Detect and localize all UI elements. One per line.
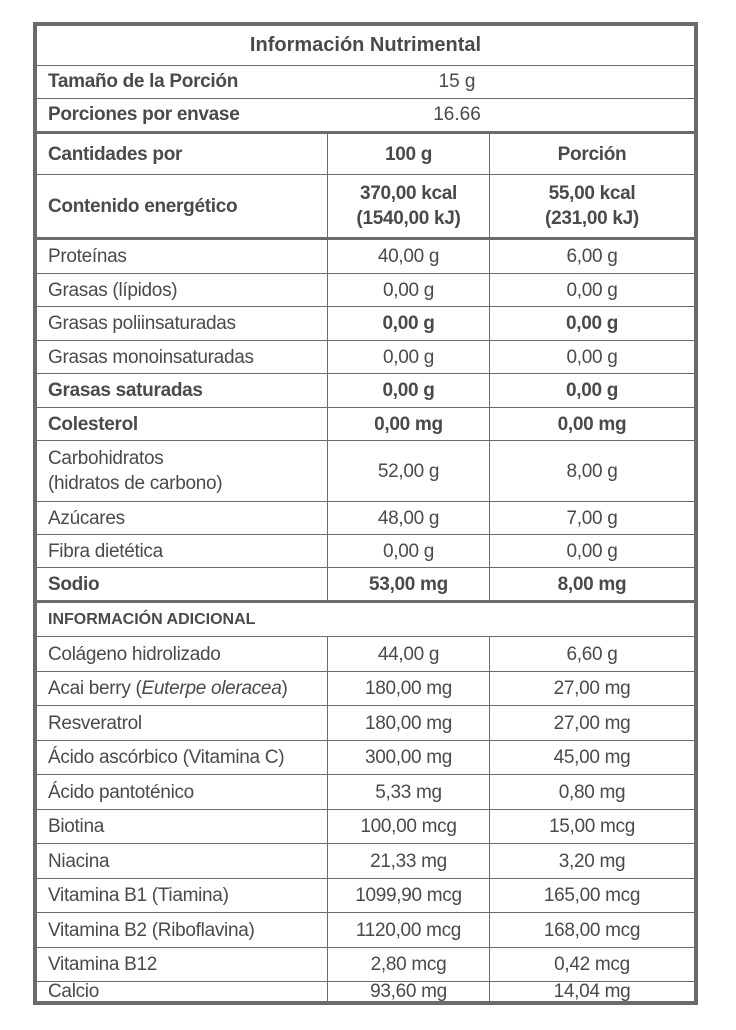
additional-name: Calcio <box>48 981 99 1002</box>
nutrient-per-100g: 0,00 mg <box>327 408 489 440</box>
nutrient-name: Proteínas <box>48 246 127 267</box>
nutrient-name: Fibra dietética <box>48 540 163 562</box>
table-row <box>37 240 694 274</box>
nutrient-per-100g: 0,00 g <box>327 274 489 306</box>
additional-name <box>37 672 327 705</box>
nutrient-per-serving: 0,00 g <box>489 535 694 567</box>
additional-per-100g: 180,00 mg <box>327 672 489 705</box>
energy-kj-serving: (231,00 kJ) <box>545 208 639 229</box>
nutrient-per-serving: 8,00 g <box>489 441 694 501</box>
nutrient-name: Grasas poliinsaturadas <box>48 313 236 334</box>
additional-name: Ácido ascórbico (Vitamina C) <box>48 747 285 768</box>
nutrient-name-line2: (hidratos de carbono) <box>48 473 223 494</box>
nutrient-per-100g: 48,00 g <box>327 502 489 534</box>
nutrient-per-serving: 8,00 mg <box>489 568 694 600</box>
nutrient-per-100g: 0,00 g <box>327 307 489 340</box>
servings-label: Porciones por envase <box>48 104 240 125</box>
nutrient-name: Colesterol <box>48 413 138 435</box>
column-header-row <box>37 134 694 175</box>
additional-per-serving: 27,00 mg <box>489 706 694 740</box>
nutrition-facts-table <box>33 22 698 1005</box>
servings-value: 16.66 <box>433 104 481 125</box>
energy-kcal-100g: 370,00 kcal <box>359 183 458 204</box>
additional-info-title: INFORMACIÓN ADICIONAL <box>48 610 256 628</box>
additional-per-serving: 6,60 g <box>489 637 694 671</box>
additional-per-100g: 44,00 g <box>327 637 489 671</box>
additional-per-serving: 165,00 mcg <box>489 879 694 912</box>
nutrient-name: Sodio <box>48 573 100 595</box>
table-row <box>37 568 694 603</box>
additional-name: Resveratrol <box>48 712 142 734</box>
additional-per-serving: 0,80 mg <box>489 775 694 809</box>
nutrient-per-serving: 7,00 g <box>489 502 694 534</box>
acai-name-suffix: ) <box>281 678 288 699</box>
table-row <box>37 341 694 374</box>
additional-name: Vitamina B2 (Riboflavina) <box>48 919 255 941</box>
serving-size-row <box>37 66 694 99</box>
additional-per-100g: 21,33 mg <box>327 844 489 878</box>
table-row <box>37 502 694 535</box>
table-row <box>37 441 694 502</box>
nutrient-name: Grasas saturadas <box>48 380 203 401</box>
nutrient-per-serving: 0,00 g <box>489 374 694 407</box>
additional-per-serving: 15,00 mcg <box>489 810 694 843</box>
per-serving-header: Porción <box>489 134 694 174</box>
energy-per-100g <box>327 175 489 237</box>
additional-per-100g: 1120,00 mcg <box>327 913 489 947</box>
per-100g-header: 100 g <box>327 134 489 174</box>
nutrient-per-serving: 6,00 g <box>489 240 694 273</box>
additional-name: Vitamina B12 <box>48 954 158 975</box>
energy-label: Contenido energético <box>48 195 238 217</box>
table-row <box>37 775 694 810</box>
additional-name: Vitamina B1 (Tiamina) <box>48 885 229 906</box>
nutrient-name: Grasas (lípidos) <box>48 279 178 301</box>
additional-info-header <box>37 603 694 637</box>
table-row <box>37 374 694 408</box>
table-row <box>37 408 694 441</box>
table-title-row <box>37 26 694 66</box>
additional-per-100g: 93,60 mg <box>327 982 489 1001</box>
serving-size-label: Tamaño de la Porción <box>48 71 239 92</box>
nutrient-name <box>37 441 327 501</box>
nutrient-per-100g: 52,00 g <box>327 441 489 501</box>
nutrient-per-100g: 53,00 mg <box>327 568 489 600</box>
nutrient-name: Grasas monoinsaturadas <box>48 346 254 368</box>
table-row <box>37 913 694 948</box>
additional-per-100g: 180,00 mg <box>327 706 489 740</box>
additional-per-100g: 1099,90 mcg <box>327 879 489 912</box>
acai-scientific-name: Euterpe oleracea <box>141 678 282 699</box>
additional-per-100g: 5,33 mg <box>327 775 489 809</box>
table-row <box>37 672 694 706</box>
nutrient-per-serving: 0,00 mg <box>489 408 694 440</box>
table-row <box>37 706 694 741</box>
table-row <box>37 535 694 568</box>
table-row <box>37 274 694 307</box>
additional-per-100g: 2,80 mcg <box>327 948 489 981</box>
additional-per-serving: 27,00 mg <box>489 672 694 705</box>
nutrient-per-100g: 0,00 g <box>327 341 489 373</box>
additional-per-100g: 300,00 mg <box>327 741 489 774</box>
table-row <box>37 879 694 913</box>
additional-name: Ácido pantoténico <box>48 781 194 803</box>
nutrient-per-serving: 0,00 g <box>489 341 694 373</box>
energy-per-serving <box>489 175 694 237</box>
nutrient-per-100g: 0,00 g <box>327 374 489 407</box>
servings-row <box>37 99 694 134</box>
acai-name-prefix: Acai berry ( <box>48 678 142 699</box>
table-row <box>37 637 694 672</box>
additional-per-serving: 3,20 mg <box>489 844 694 878</box>
additional-per-serving: 14,04 mg <box>489 982 694 1001</box>
nutrient-name-line1: Carbohidratos <box>48 448 164 469</box>
table-row <box>37 982 694 1001</box>
additional-name: Colágeno hidrolizado <box>48 643 221 665</box>
table-row <box>37 948 694 982</box>
table-row <box>37 741 694 775</box>
nutrient-name: Azúcares <box>48 507 125 529</box>
additional-per-serving: 0,42 mcg <box>489 948 694 981</box>
energy-row <box>37 175 694 240</box>
nutrient-per-100g: 40,00 g <box>327 240 489 273</box>
additional-per-100g: 100,00 mcg <box>327 810 489 843</box>
table-title: Información Nutrimental <box>249 34 482 56</box>
table-row <box>37 307 694 341</box>
nutrient-per-100g: 0,00 g <box>327 535 489 567</box>
serving-size-value: 15 g <box>438 71 476 92</box>
table-row <box>37 844 694 879</box>
energy-kj-100g: (1540,00 kJ) <box>356 208 461 229</box>
nutrient-per-serving: 0,00 g <box>489 307 694 340</box>
table-row <box>37 810 694 844</box>
energy-kcal-serving: 55,00 kcal <box>548 183 636 204</box>
additional-per-serving: 168,00 mcg <box>489 913 694 947</box>
additional-per-serving: 45,00 mg <box>489 741 694 774</box>
amounts-per-label: Cantidades por <box>48 143 183 165</box>
nutrient-per-serving: 0,00 g <box>489 274 694 306</box>
additional-name: Niacina <box>48 850 110 872</box>
additional-name: Biotina <box>48 816 104 837</box>
